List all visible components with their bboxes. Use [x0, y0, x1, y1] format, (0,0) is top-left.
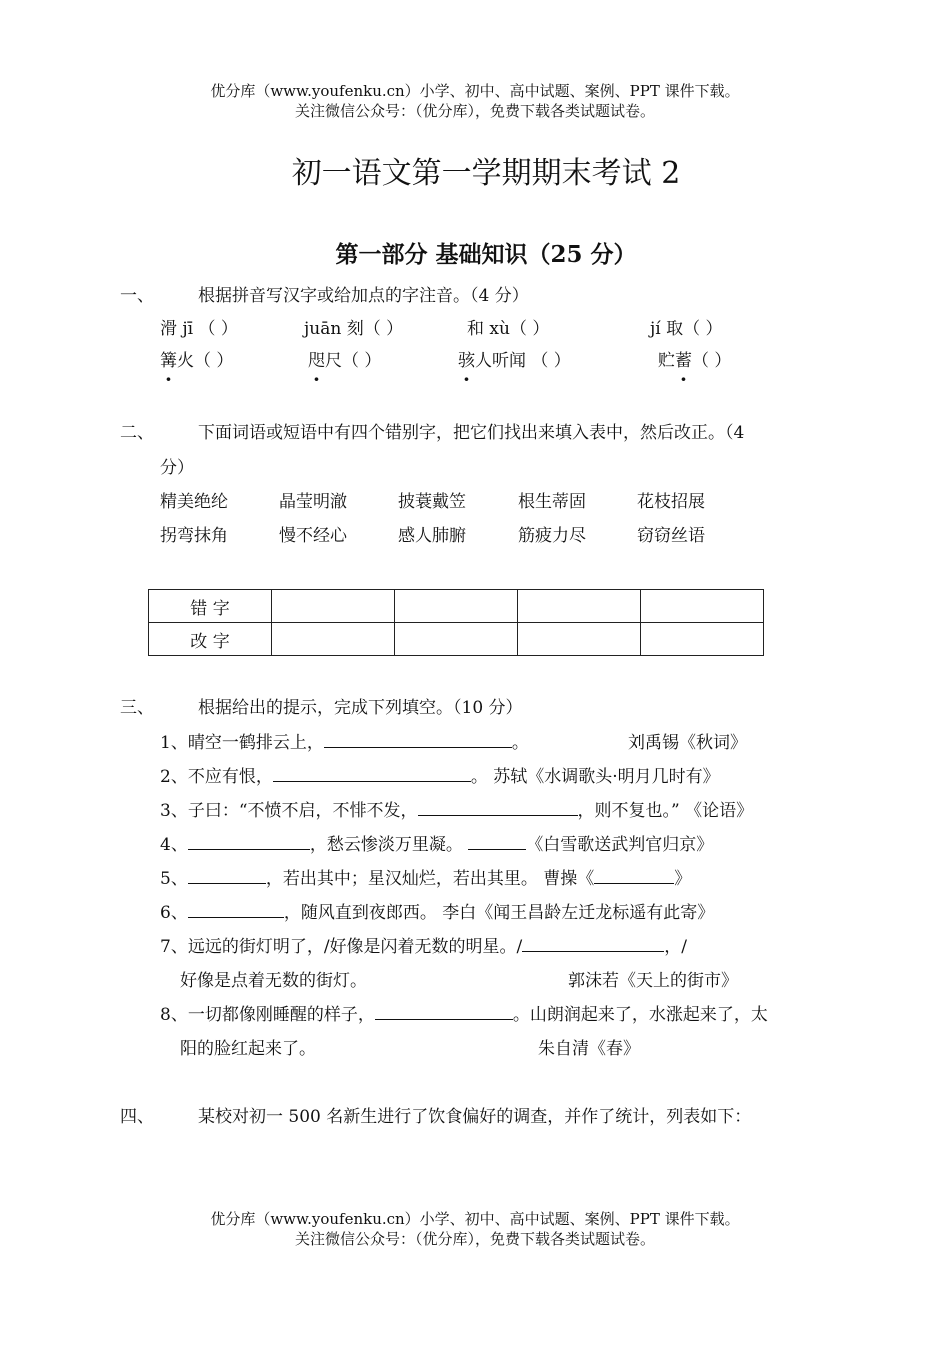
q3-source: 朱自清《春》	[538, 1039, 640, 1059]
dotted-char: 篝	[160, 351, 177, 371]
header-line-2: 关注微信公众号：（优分库），免费下载各类试题试卷。	[294, 102, 655, 120]
answer-blank[interactable]	[273, 766, 471, 782]
q2-word: 披蓑戴笠	[398, 492, 466, 512]
q2-prompt-cont: 分）	[160, 458, 194, 478]
q3-item-6: 6、 ，随风直到夜郎西。 李白《闻王昌龄左迁龙标遥有此寄》	[160, 903, 715, 923]
answer-cell[interactable]	[395, 623, 518, 656]
dotted-char: 蓄	[675, 351, 692, 371]
q1-item: 和 xù（ ）	[467, 319, 550, 339]
q3-prompt: 根据给出的提示，完成下列填空。（10 分）	[198, 698, 523, 718]
q1-item: 滑 jī （ ）	[160, 319, 238, 339]
answer-blank[interactable]	[418, 800, 578, 816]
q3-number: 三、	[120, 698, 154, 718]
answer-blank[interactable]	[468, 834, 526, 850]
q3-item-7: 7、远远的街灯明了，/好像是闪着无数的明星。/ ，/	[160, 937, 688, 957]
q3-item-1: 1、晴空一鹤排云上， 。	[160, 733, 529, 753]
answer-cell[interactable]	[272, 590, 395, 623]
answer-cell[interactable]	[641, 590, 764, 623]
dotted-char: 咫	[308, 351, 325, 371]
answer-blank[interactable]	[594, 868, 674, 884]
q1-item: 咫尺（ ）	[308, 351, 382, 371]
footer-line-1: 优分库（www.youfenku.cn）小学、初中、高中试题、案例、PPT 课件下载。	[210, 1210, 740, 1228]
answer-cell[interactable]	[272, 623, 395, 656]
footer-line-2: 关注微信公众号：（优分库），免费下载各类试题试卷。	[294, 1230, 655, 1248]
answer-cell[interactable]	[518, 590, 641, 623]
q2-word: 筋疲力尽	[518, 526, 586, 546]
q1-item: 骇人听闻 （ ）	[458, 351, 571, 371]
q3-item-8-cont: 阳的脸红起来了。	[180, 1039, 316, 1059]
q2-word: 精美绝纶	[160, 492, 228, 512]
correction-table	[148, 589, 764, 656]
q2-word: 晶莹明澈	[279, 492, 347, 512]
q3-item-3: 3、子曰：“不愤不启，不悱不发， ，则不复也。” 《论语》	[160, 801, 754, 821]
row-label-wrong: 错 字	[149, 590, 272, 623]
answer-blank[interactable]	[522, 936, 664, 952]
q3-item-5: 5、 ，若出其中；星汉灿烂，若出其里。 曹操《 》	[160, 869, 692, 889]
q2-word: 拐弯抹角	[160, 526, 228, 546]
q2-prompt: 下面词语或短语中有四个错别字，把它们找出来填入表中，然后改正。（4	[198, 423, 745, 443]
table-row	[149, 590, 764, 623]
answer-blank[interactable]	[188, 868, 266, 884]
header-line-1: 优分库（www.youfenku.cn）小学、初中、高中试题、案例、PPT 课件下载。	[210, 82, 740, 100]
table-row	[149, 623, 764, 656]
q1-prompt: 根据拼音写汉字或给加点的字注音。（4 分）	[198, 286, 529, 306]
q1-item: juān 刻（ ）	[304, 319, 404, 339]
q2-word: 根生蒂固	[518, 492, 586, 512]
dotted-char: 骇	[458, 351, 475, 371]
q2-word: 感人肺腑	[398, 526, 466, 546]
q2-number: 二、	[120, 423, 154, 443]
row-label-correct: 改 字	[149, 623, 272, 656]
q2-word: 花枝招展	[637, 492, 705, 512]
q1-item: jí 取（ ）	[650, 319, 723, 339]
q2-word: 慢不经心	[279, 526, 347, 546]
q1-number: 一、	[120, 286, 154, 306]
q4-number: 四、	[120, 1107, 154, 1127]
part1-title: 第一部分 基础知识（25 分）	[335, 241, 637, 268]
q3-item-2: 2、不应有恨， 。 苏轼《水调歌头·明月几时有》	[160, 767, 720, 787]
page-title: 初一语文第一学期期末考试 2	[291, 156, 681, 191]
q3-source: 郭沫若《天上的街市》	[568, 971, 738, 991]
q3-item-4: 4、 ，愁云惨淡万里凝。 《白雪歌送武判官归京》	[160, 835, 714, 855]
q1-item: 篝火（ ）	[160, 351, 234, 371]
q4-prompt: 某校对初一 500 名新生进行了饮食偏好的调查，并作了统计，列表如下：	[198, 1107, 752, 1127]
answer-cell[interactable]	[395, 590, 518, 623]
q3-item-7-cont: 好像是点着无数的街灯。	[180, 971, 367, 991]
answer-blank[interactable]	[324, 732, 512, 748]
answer-blank[interactable]	[375, 1004, 513, 1020]
answer-cell[interactable]	[518, 623, 641, 656]
q3-source: 刘禹锡《秋词》	[628, 733, 747, 753]
q3-item-8: 8、一切都像刚睡醒的样子， 。山朗润起来了，水涨起来了，太	[160, 1005, 768, 1025]
q1-item: 贮蓄（ ）	[658, 351, 732, 371]
answer-blank[interactable]	[188, 902, 284, 918]
q2-word: 窃窃丝语	[637, 526, 705, 546]
answer-cell[interactable]	[641, 623, 764, 656]
answer-blank[interactable]	[188, 834, 310, 850]
